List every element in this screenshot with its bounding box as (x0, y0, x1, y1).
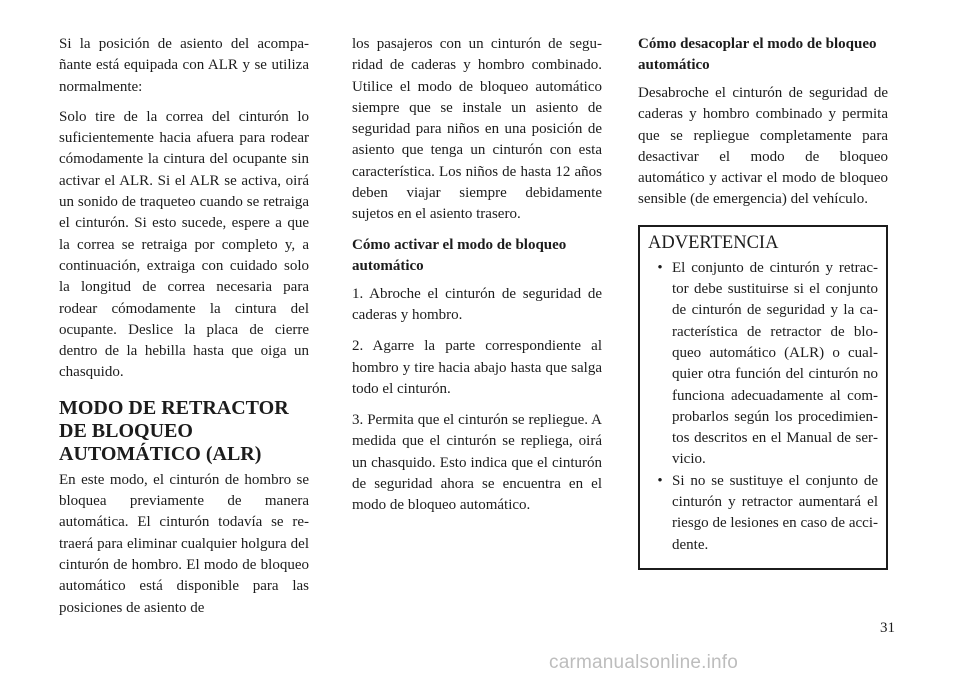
paragraph-alr-mode: En este modo, el cinturón de hombro se bloquea previamente de manera automática. El cinturón todavía se retraerá para eliminar cualquier holgura del cinturón de hombro. El modo de bloqueo automático está disponible para las posiciones de asiento de (59, 471, 309, 616)
bullet-icon: • (657, 472, 663, 489)
paragraph-alr-continued: los pasajeros con un cinturón de seguridad de caderas y hombro combinado. Utilice el modo de bloqueo automático siempre que se instale un asiento de seguridad para niños en una posición de asiento que tenga un cinturón con esta característica. Los niños de hasta 12 años deben viajar siempre debidamente sujetos en el asiento trasero. (352, 36, 602, 223)
paragraph-deactivate: Desabroche el cinturón de seguridad de caderas y hombro combinado y permita que se repliegue completamente para desactivar el modo de bloqueo automático y activar el modo de bloqueo sensible (de emergencia) del vehículo. (638, 85, 888, 208)
step-3: 3. Permita que el cinturón se repliegue. A medida que el cinturón se repliega, oirá un chasquido. Esto indica que el cinturón de seguridad ahora se encuentra en el modo de bloqueo automático. (352, 412, 602, 514)
paragraph-pull-belt: Solo tire de la correa del cinturón lo suficientemente hacia afuera para rodear cómodamente la cintura del ocupante sin activar el ALR. Si el ALR se activa, oirá un sonido de traqueteo cuando se retraiga el cinturón. Si esto sucede, espere a que la correa se retraiga por completo y, a continuación, extraiga con cuidado solo la longitud de correa necesaria para rodear cómodamente la cintura del ocupante. Deslice la placa de cierre dentro de la hebilla hasta que oiga un chasquido. (59, 108, 309, 381)
watermark: carmanualsonline.info (549, 652, 739, 673)
warning-list (648, 258, 878, 556)
column-left (59, 34, 309, 628)
step-1: 1. Abroche el cinturón de seguridad de caderas y hombro. (352, 285, 602, 323)
warning-box (638, 225, 888, 570)
subheading-deactivate-lock: Cómo desacoplar el modo de bloqueo automático (638, 36, 877, 73)
section-heading-alr: MODO DE RETRACTOR DE BLOQUEO AUTOMÁTICO (ALR) (59, 396, 289, 465)
subheading-activate-lock: Cómo activar el modo de bloqueo automático (352, 236, 567, 274)
column-middle (352, 34, 602, 527)
warning-item-text: El conjunto de cinturón y retractor debe sustituirse si el conjunto de cinturón de seguridad y la característica de retractor de bloqueo automático (ALR) o cualquier otra función del cinturón no funciona adecuadamente al comprobarlos según los procedimientos descritos en el Manual de servicio. (672, 259, 878, 468)
warning-item (648, 471, 878, 556)
paragraph-passenger-alr: Si la posición de asiento del acompañante está equipada con ALR y se utiliza normalmente: (59, 36, 309, 95)
column-right (638, 34, 888, 570)
warning-title: ADVERTENCIA (648, 232, 779, 253)
page-number: 31 (880, 620, 895, 636)
warning-item-text: Si no se sustituye el conjunto de cinturón y retractor aumentará el riesgo de lesiones en caso de accidente. (672, 472, 878, 553)
step-2: 2. Agarre la parte correspondiente al hombro y tire hacia abajo hasta que salga todo el cinturón. (352, 338, 602, 397)
bullet-icon: • (657, 259, 663, 276)
warning-item (648, 258, 878, 471)
